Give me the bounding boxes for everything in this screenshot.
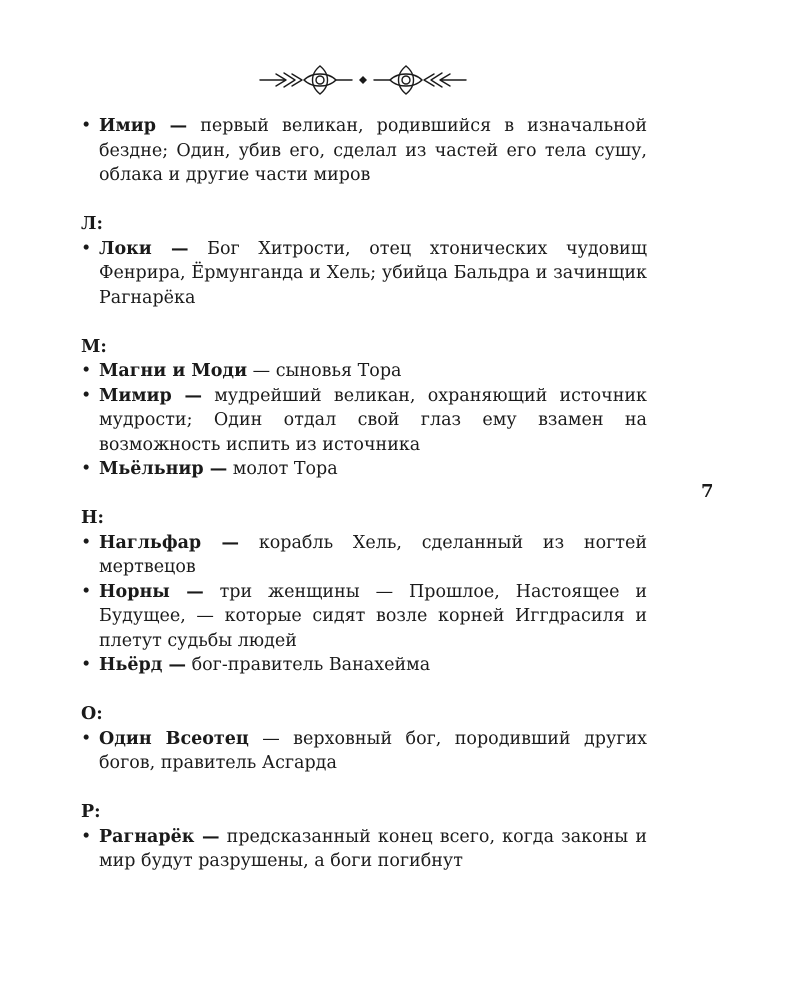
- section-letter: Л:: [81, 214, 103, 234]
- section-letter: Р:: [81, 802, 101, 822]
- entry-definition: три женщины — Прошлое, Настоящее и Будущее, — которые сидят возле корней Иггдрасиля и плетут судьбы людей: [99, 581, 647, 651]
- list-item: [81, 237, 647, 311]
- list-item: [81, 114, 647, 188]
- section-m: [81, 335, 647, 482]
- section-o: [81, 702, 647, 776]
- list-item: [81, 727, 647, 776]
- entry-list: [81, 727, 647, 776]
- list-item: [81, 580, 647, 654]
- entry-definition: — верховный бог, породивший других богов, правитель Асгарда: [99, 728, 647, 773]
- entry-term: Норны —: [99, 581, 204, 602]
- entry-term: Мьёльнир —: [99, 459, 228, 479]
- entry-term: Рагнарёк —: [99, 826, 220, 847]
- entry-definition: молот Тора: [227, 459, 338, 479]
- section-i: [81, 114, 647, 188]
- section-r: [81, 800, 647, 874]
- glossary: [81, 114, 647, 898]
- entry-list: [81, 237, 647, 311]
- entry-list: [81, 114, 647, 188]
- entry-term: Локи —: [99, 238, 189, 259]
- entry-term: Ньёрд —: [99, 655, 187, 675]
- entry-list: [81, 359, 647, 482]
- entry-definition: предсказанный конец всего, когда законы и мир будут разрушены, а боги погибнут: [99, 826, 647, 871]
- entry-definition: первый великан, родившийся в изначальной бездне; Один, убив его, сделал из частей его тела сушу, облака и другие части миров: [99, 116, 647, 185]
- entry-definition: бог-правитель Ванахейма: [186, 655, 431, 675]
- entry-definition: Бог Хитрости, отец хтонических чудовищ Фенрира, Ёрмунганда и Хель; убийца Бальдра и зачинщик Рагнарёка: [99, 238, 647, 308]
- list-item: [81, 653, 647, 678]
- celtic-knot-ornament-icon: [258, 60, 468, 100]
- list-item: [81, 825, 647, 874]
- entry-term: Один Всеотец: [99, 728, 249, 749]
- entry-definition: мудрейший великан, охраняющий источник мудрости; Один отдал свой глаз ему взамен на возможность испить из источника: [99, 385, 647, 455]
- entry-definition: корабль Хель, сделанный из ногтей мертвецов: [99, 532, 648, 577]
- section-letter: О:: [81, 704, 103, 724]
- section-letter: М:: [81, 336, 107, 357]
- list-item: [81, 384, 647, 458]
- list-item: [81, 359, 647, 384]
- section-letter: Н:: [81, 508, 104, 528]
- section-n: [81, 506, 647, 678]
- entry-term: Нагльфар —: [99, 532, 240, 553]
- entry-definition: — сыновья Тора: [247, 361, 402, 381]
- entry-term: Магни и Моди: [99, 361, 248, 381]
- page-number: 7: [701, 481, 714, 502]
- entry-term: Имир —: [99, 116, 188, 136]
- entry-term: Мимир —: [99, 385, 202, 406]
- entry-list: [81, 825, 647, 874]
- list-item: [81, 531, 647, 580]
- entry-list: [81, 531, 647, 678]
- list-item: [81, 457, 647, 482]
- section-l: [81, 212, 647, 310]
